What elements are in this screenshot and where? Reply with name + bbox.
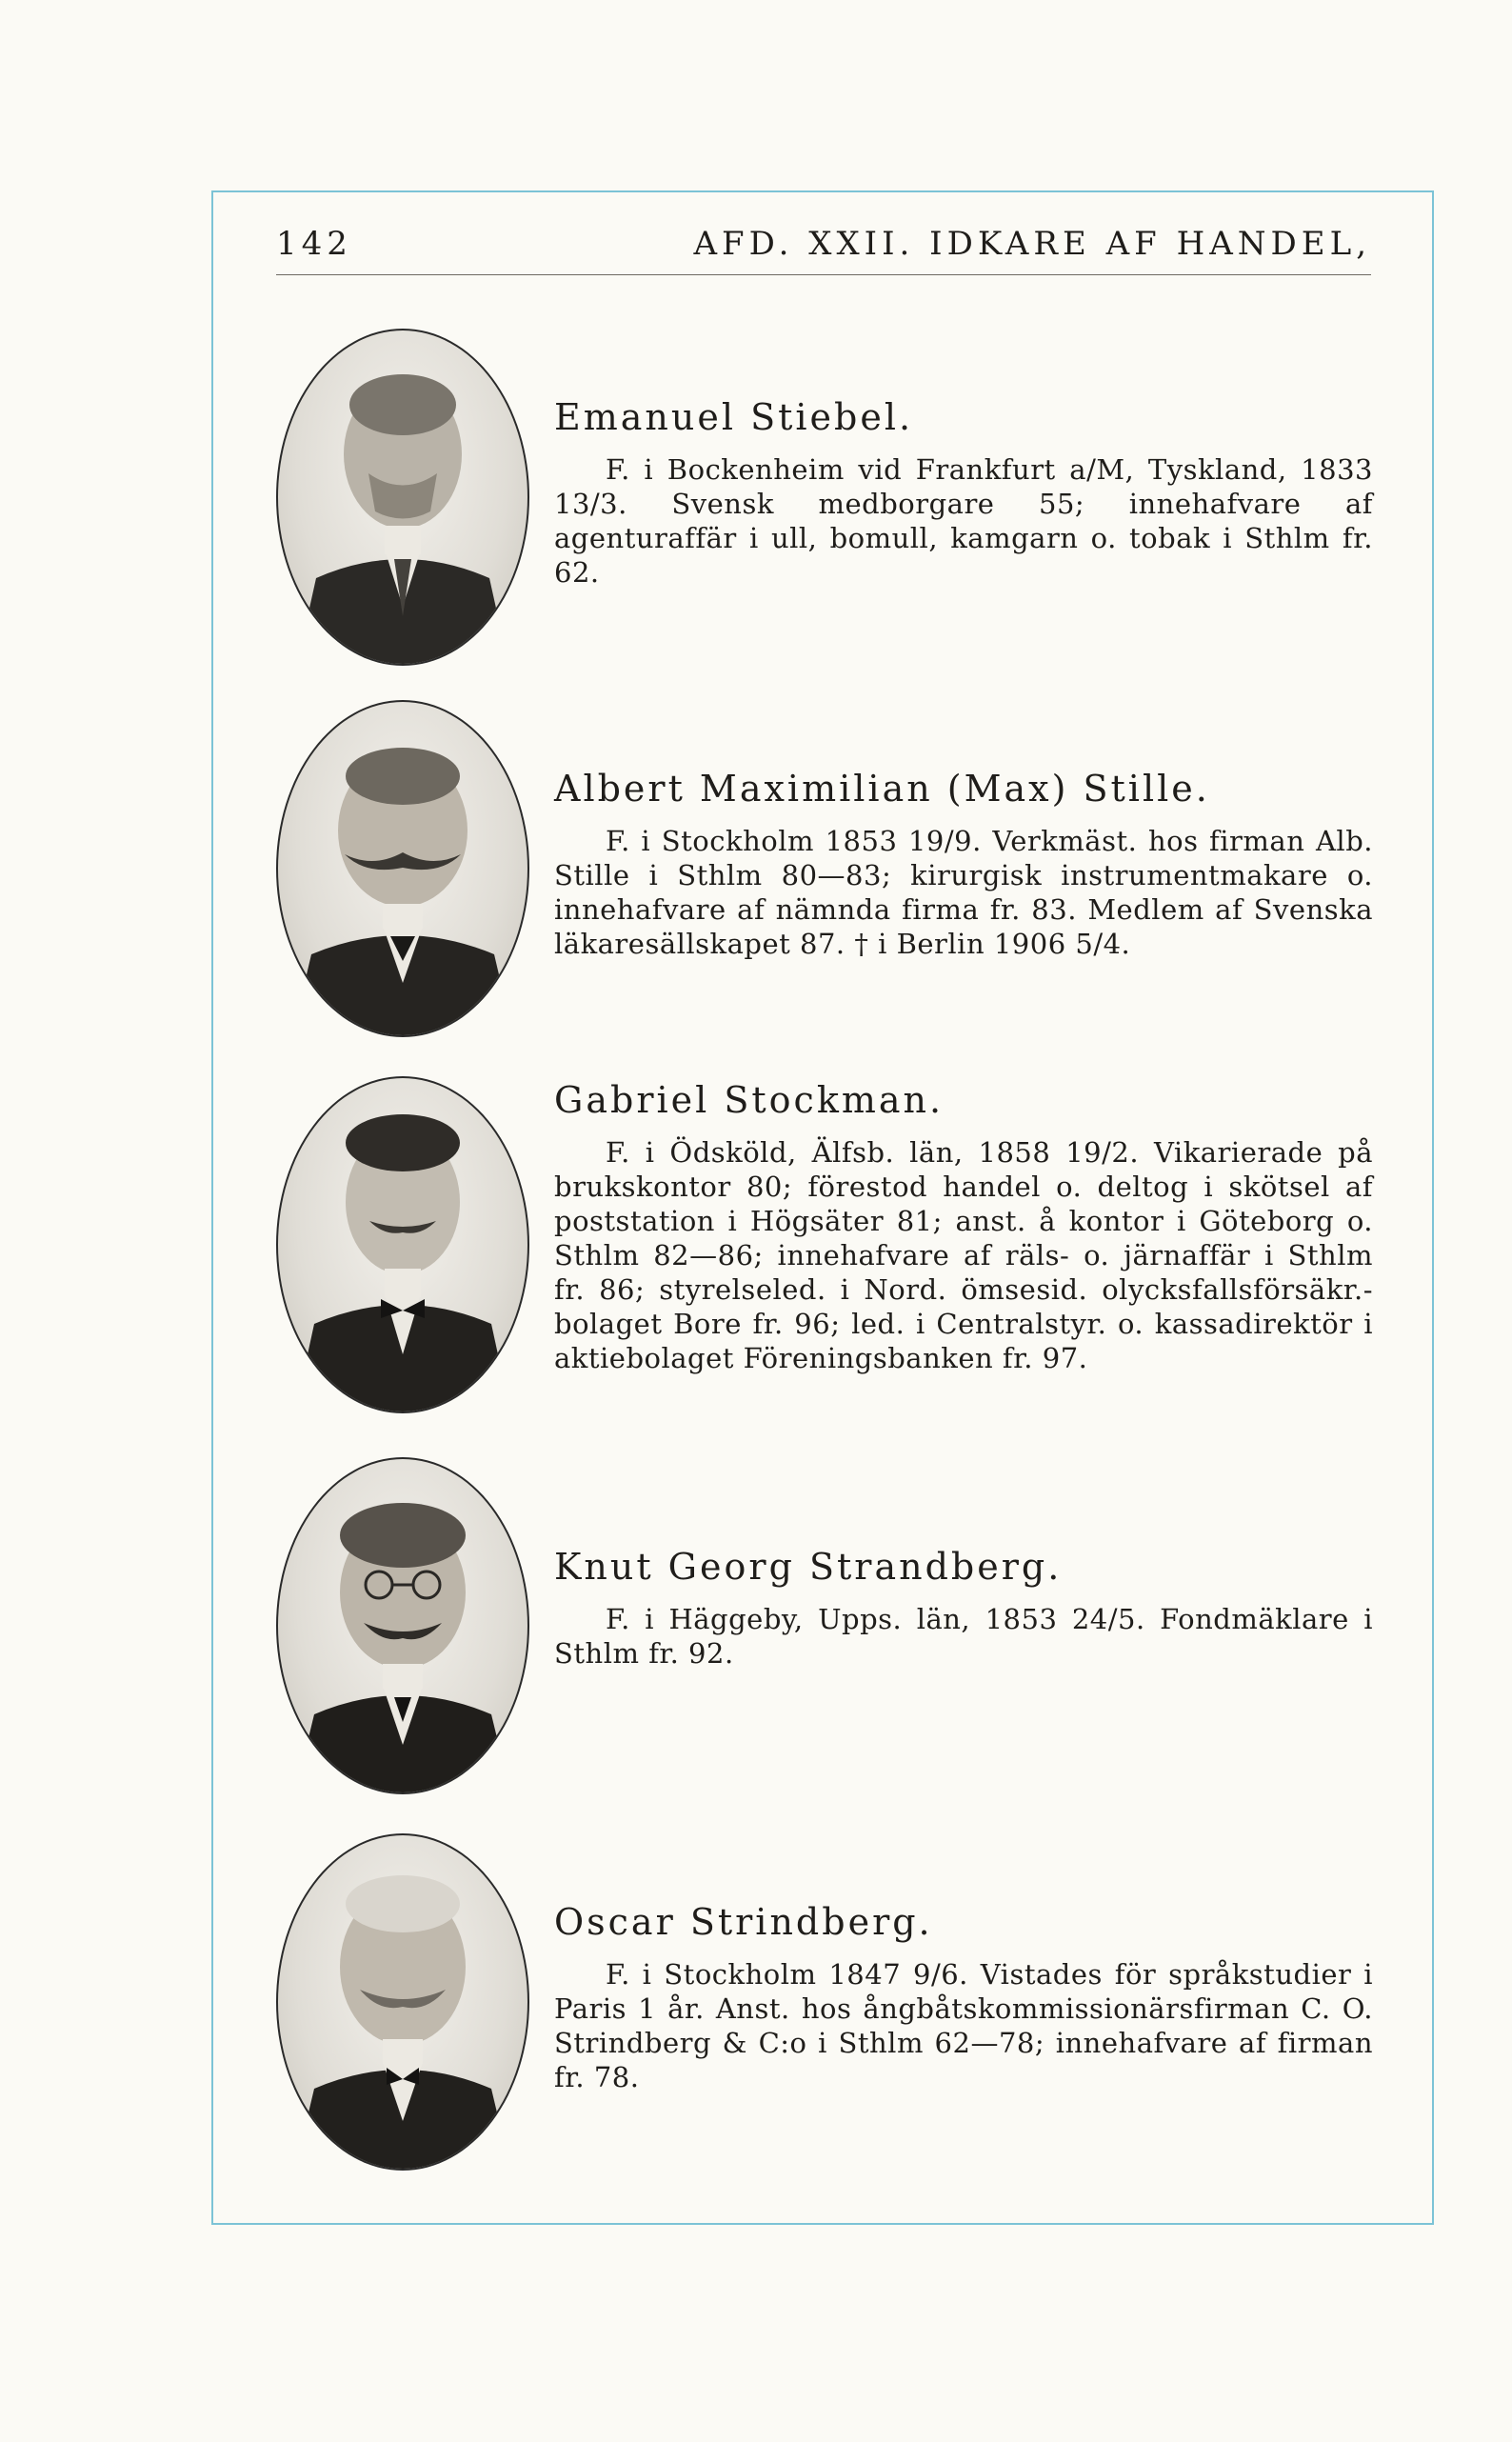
running-head: AFD. XXII. IDKARE AF HANDEL, (693, 225, 1371, 263)
portrait-image (276, 1076, 529, 1413)
portrait-gabriel-stockman (278, 1078, 527, 1411)
entry-biography: F. i Stockholm 1847 9/6. Vistades för språkstudier i Paris 1 år. Anst. hos ångbåtskommissionärsfirman C. O. Strindberg & C:o i Sthlm 62—78; innehafvare af firman fr. 78. (554, 1958, 1373, 2093)
portrait-image (276, 329, 529, 666)
entry-name: Gabriel Stockman. (554, 1079, 945, 1121)
portrait-oscar-strindberg (278, 1835, 527, 2169)
biography-entry (276, 329, 1381, 671)
biography-entry (276, 1457, 1381, 1800)
portrait-image (276, 700, 529, 1037)
portrait-emanuel-stiebel (278, 330, 527, 664)
biography-entry (276, 1076, 1381, 1419)
entry-name: Albert Maximilian (Max) Stille. (554, 768, 1210, 810)
entry-biography: F. i Bockenheim vid Frankfurt a/M, Tyskland, 1833 13/3. Svensk medborgare 55; innehafvare af agenturaffär i ull, bomull, kamgarn o. tobak i Sthlm fr. 62. (554, 453, 1373, 589)
page-header (276, 225, 1371, 272)
portrait-image (276, 1457, 529, 1794)
entry-name: Knut Georg Strandberg. (554, 1546, 1063, 1588)
entry-biography: F. i Häggeby, Upps. län, 1853 24/5. Fondmäklare i Sthlm fr. 92. (554, 1603, 1373, 1670)
portrait-albert-stille (278, 702, 527, 1035)
biography-entry (276, 1833, 1381, 2176)
entry-biography: F. i Ödsköld, Älfsb. län, 1858 19/2. Vikarierade på brukskontor 80; förestod handel o. deltog i skötsel af poststation i Högsäter 81; anst. å kontor i Göteborg o. Sthlm 82—86; innehafvare af räls- o. järnaffär i Sthlm fr. 86; styrelseled. i Nord. ömsesid. olycksfallsförsäkr.-bolaget Bore fr. 96; led. i Centralstyr. o. kassadirektör i aktiebolaget Föreningsbanken fr. 97. (554, 1136, 1373, 1374)
entry-biography: F. i Stockholm 1853 19/9. Verkmäst. hos firman Alb. Stille i Sthlm 80—83; kirurgisk instrumentmakare o. innehafvare af nämnda firma fr. 83. Medlem af Svenska läkaresällskapet 87. † i Berlin 1906 5/4. (554, 825, 1373, 960)
portrait-image (276, 1833, 529, 2171)
entry-name: Oscar Strindberg. (554, 1901, 933, 1943)
header-rule (276, 274, 1371, 275)
portrait-knut-strandberg (278, 1459, 527, 1792)
entry-name: Emanuel Stiebel. (554, 396, 914, 438)
page-number: 142 (276, 225, 352, 263)
biography-entry (276, 700, 1381, 1043)
